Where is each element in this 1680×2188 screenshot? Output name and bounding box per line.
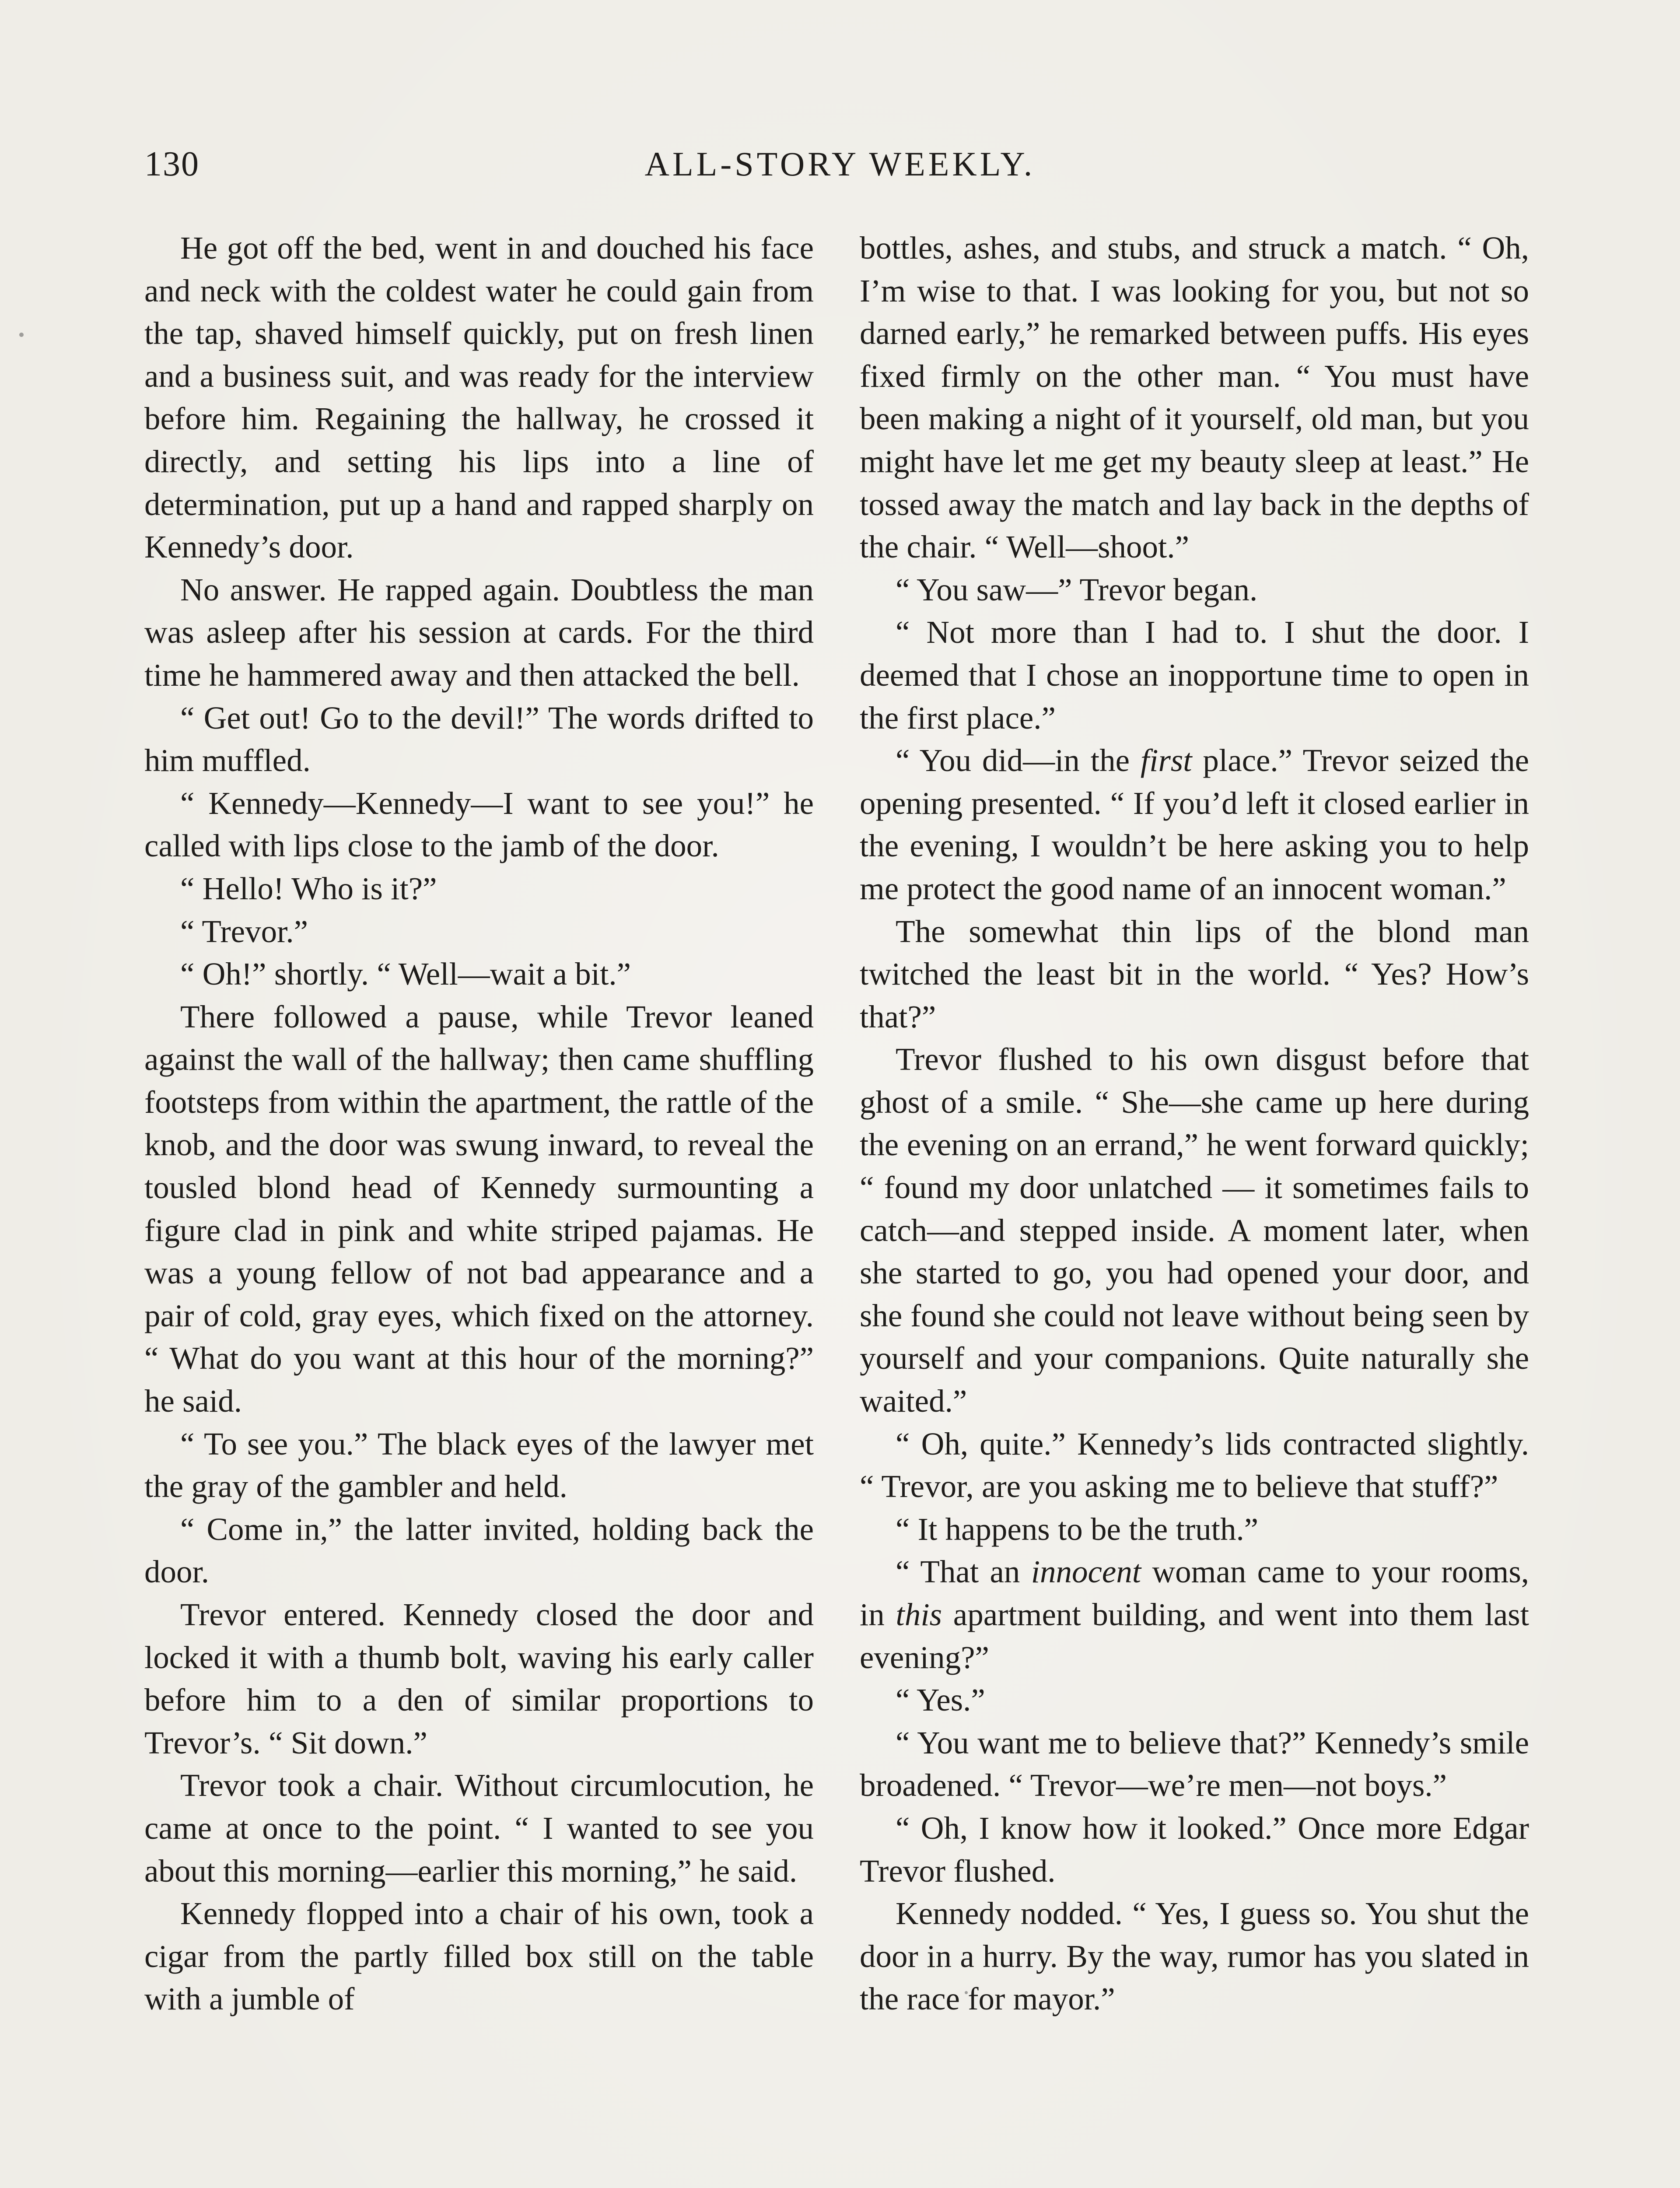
emphasis: innocent <box>1031 1554 1141 1590</box>
paragraph: Trevor flushed to his own disgust before that ghost of a smile. “ She—she came up here during the evening on an errand,” he went forward quickly; “ found my door unlatched — it sometimes fails to catch—and stepped inside. A moment later, when she started to go, you had opened your door, and she found she could not leave without being seen by yourself and your companions. Quite naturally she waited.” <box>860 1041 1529 1419</box>
paragraph: Kennedy flopped into a chair of his own, took a cigar from the partly filled box still on the table with a jumble of <box>144 1896 814 2017</box>
paragraph: Kennedy nodded. “ Yes, I guess so. You shut the door in a hurry. By the way, rumor has you slated in the race for mayor.” <box>860 1896 1529 2017</box>
running-head: ALL-STORY WEEKLY. <box>644 145 1036 183</box>
paragraph: “ Trevor.” <box>180 913 308 949</box>
emphasis: first <box>1140 743 1192 778</box>
paragraph: “ That an innocent woman came to your rooms, in this apartment building, and went into them last evening?” <box>860 1554 1529 1675</box>
paragraph: There followed a pause, while Trevor leaned against the wall of the hallway; then came shuffling footsteps from within the apartment, the rattle of the knob, and the door was swung inward, to reveal the tousled blond head of Kennedy surmounting a figure clad in pink and white striped pajamas. He was a young fellow of not bad appearance and a pair of cold, gray eyes, which fixed on the attorney. “ What do you want at this hour of the morning?” he said. <box>144 999 814 1419</box>
paragraph: “ You did—in the first place.” Trevor seized the opening presented. “ If you’d left it closed earlier in the evening, I wouldn’t be here asking you to help me protect the good name of an innocent woman.” <box>860 743 1529 906</box>
paper-speck <box>965 1991 968 1994</box>
paragraph: “ You want me to believe that?” Kennedy’s smile broadened. “ Trevor—we’re men—not boys.” <box>860 1725 1529 1803</box>
paper-speck <box>19 333 24 337</box>
paragraph: He got off the bed, went in and douched his face and neck with the coldest water he could gain from the tap, shaved himself quickly, put on fresh linen and a business suit, and was ready for the interview before him. Regaining the hallway, he crossed it directly, and setting his lips into a line of determination, put up a hand and rapped sharply on Kennedy’s door. <box>144 230 814 565</box>
paragraph: “ Oh, I know how it looked.” Once more Edgar Trevor flushed. <box>860 1810 1529 1889</box>
paragraph: “ You saw—” Trevor began. <box>896 572 1258 607</box>
paragraph: No answer. He rapped again. Doubtless the man was asleep after his session at cards. For the third time he hammered away and then attacked the bell. <box>144 572 814 693</box>
paragraph: Trevor entered. Kennedy closed the door and locked it with a thumb bolt, waving his early caller before him to a den of similar proportions to Trevor’s. “ Sit down.” <box>144 1597 814 1760</box>
emphasis: this <box>896 1597 942 1632</box>
paragraph: “ Oh!” shortly. “ Well—wait a bit.” <box>180 956 631 992</box>
paragraph: “ Oh, quite.” Kennedy’s lids contracted slightly. “ Trevor, are you asking me to believe that stuff?” <box>860 1426 1529 1504</box>
page-number: 130 <box>144 145 200 183</box>
paragraph: “ It happens to be the truth.” <box>896 1511 1259 1547</box>
page-header <box>144 144 1536 193</box>
left-text-column <box>144 227 814 2020</box>
right-text-column <box>860 227 1529 2020</box>
paragraph: bottles, ashes, and stubs, and struck a match. “ Oh, I’m wise to that. I was looking for you, but not so darned early,” he remarked between puffs. His eyes fixed firmly on the other man. “ You must have been making a night of it yourself, old man, but you might have let me get my beauty sleep at least.” He tossed away the match and lay back in the depths of the chair. “ Well—shoot.” <box>860 230 1529 565</box>
paragraph: “ Come in,” the latter invited, holding back the door. <box>144 1511 814 1590</box>
paragraph: “ To see you.” The black eyes of the lawyer met the gray of the gambler and held. <box>144 1426 814 1504</box>
paragraph: “ Not more than I had to. I shut the door. I deemed that I chose an inopportune time to open in the first place.” <box>860 614 1529 736</box>
paragraph: “ Hello! Who is it?” <box>180 870 437 906</box>
paragraph: “ Get out! Go to the devil!” The words drifted to him muffled. <box>144 700 814 778</box>
paragraph: “ Kennedy—Kennedy—I want to see you!” he called with lips close to the jamb of the door. <box>144 785 814 864</box>
paragraph: Trevor took a chair. Without circumlocution, he came at once to the point. “ I wanted to see you about this morning—earlier this morning,” he said. <box>144 1767 814 1889</box>
paragraph: The somewhat thin lips of the blond man twitched the least bit in the world. “ Yes? How’s that?” <box>860 913 1529 1034</box>
paragraph: “ Yes.” <box>896 1682 985 1718</box>
